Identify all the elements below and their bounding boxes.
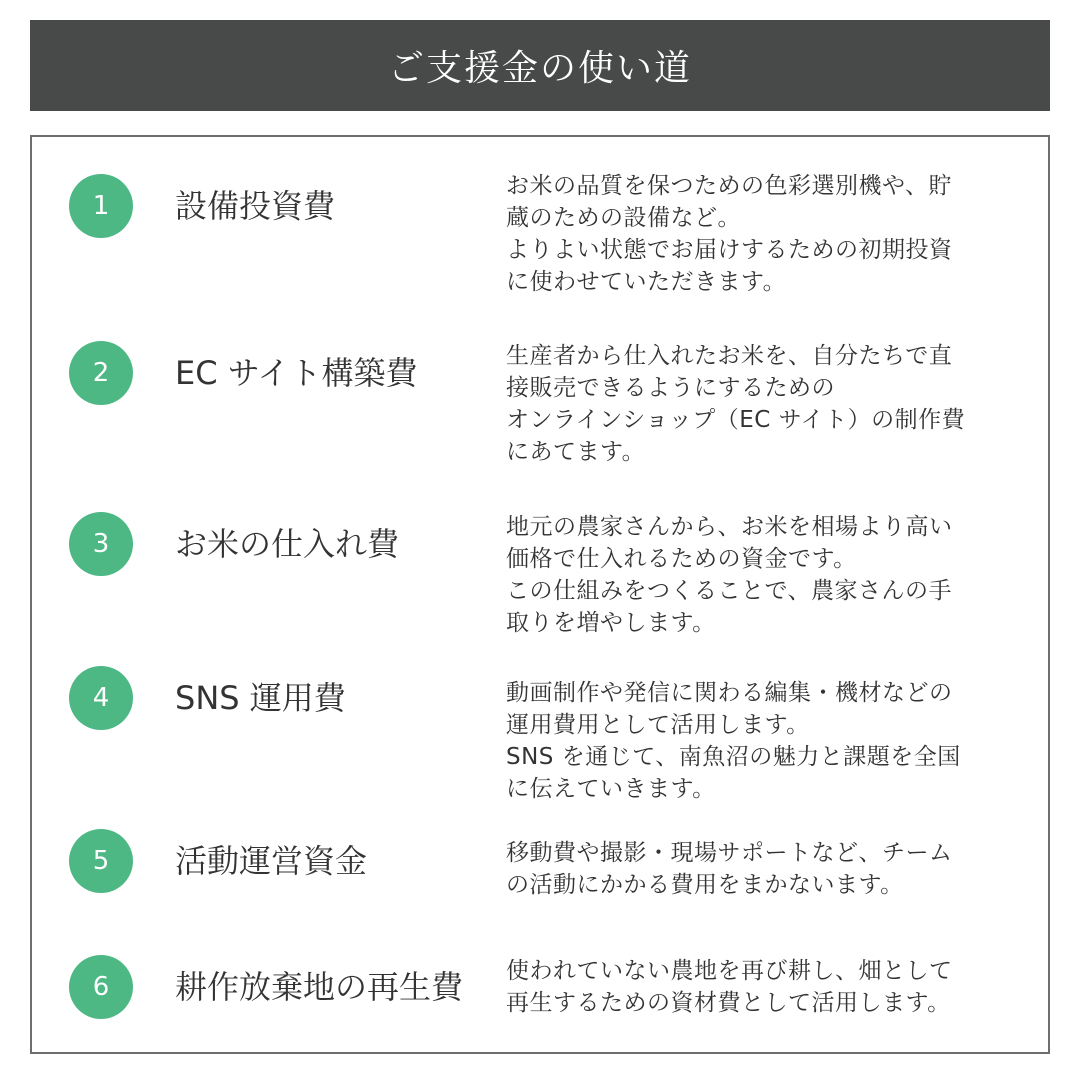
badge-number: 5	[92, 846, 110, 876]
header-banner	[30, 20, 1050, 111]
description-line: 生産者から仕入れたお米を、自分たちで直	[506, 343, 953, 369]
item-title: 設備投資費	[175, 187, 336, 225]
item-title: SNS 運用費	[175, 679, 346, 717]
description-line: 運用費用として活用します。	[506, 712, 810, 738]
description-line: に伝えていきます。	[506, 776, 716, 802]
item-description	[506, 340, 1006, 468]
description-line: 地元の農家さんから、お米を相場より高い	[506, 514, 953, 540]
description-line: 蔵のための設備など。	[506, 205, 741, 231]
description-line: 使われていない農地を再び耕し、畑として	[506, 958, 953, 984]
description-line: よりよい状態でお届けするための初期投資	[506, 237, 953, 263]
item-description	[506, 677, 1006, 805]
badge-number: 2	[92, 358, 110, 388]
description-line: 接販売できるようにするための	[506, 375, 835, 401]
description-line: オンラインショップ（EC サイト）の制作費	[506, 407, 966, 433]
number-badge	[69, 512, 133, 576]
description-line: 価格で仕入れるための資金です。	[506, 546, 857, 572]
number-badge	[69, 666, 133, 730]
badge-number: 1	[92, 191, 110, 221]
description-line: にあてます。	[506, 439, 646, 465]
description-line: 再生するための資材費として活用します。	[506, 990, 951, 1016]
description-line: 取りを増やします。	[506, 610, 716, 636]
page-title: ご支援金の使い道	[387, 48, 692, 89]
item-description	[506, 837, 1006, 901]
item-title: お米の仕入れ費	[175, 525, 400, 563]
badge-number: 3	[92, 529, 110, 559]
usage-list-panel	[30, 135, 1050, 1054]
description-line: の活動にかかる費用をまかないます。	[506, 872, 904, 898]
description-line: この仕組みをつくることで、農家さんの手	[506, 578, 953, 604]
number-badge	[69, 955, 133, 1019]
item-title: 耕作放棄地の再生費	[175, 968, 464, 1006]
description-line: 動画制作や発信に関わる編集・機材などの	[506, 680, 953, 706]
item-description	[506, 170, 1006, 298]
number-badge	[69, 829, 133, 893]
description-line: に使わせていただきます。	[506, 269, 787, 295]
item-description	[506, 511, 1006, 639]
badge-number: 4	[92, 683, 110, 713]
item-title: 活動運営資金	[175, 842, 368, 880]
number-badge	[69, 341, 133, 405]
badge-number: 6	[92, 972, 110, 1002]
item-title: EC サイト構築費	[175, 354, 418, 392]
description-line: お米の品質を保つための色彩選別機や、貯	[506, 173, 953, 199]
description-line: SNS を通じて、南魚沼の魅力と課題を全国	[506, 744, 961, 770]
description-line: 移動費や撮影・現場サポートなど、チーム	[506, 840, 953, 866]
number-badge	[69, 174, 133, 238]
item-description	[506, 955, 1006, 1019]
